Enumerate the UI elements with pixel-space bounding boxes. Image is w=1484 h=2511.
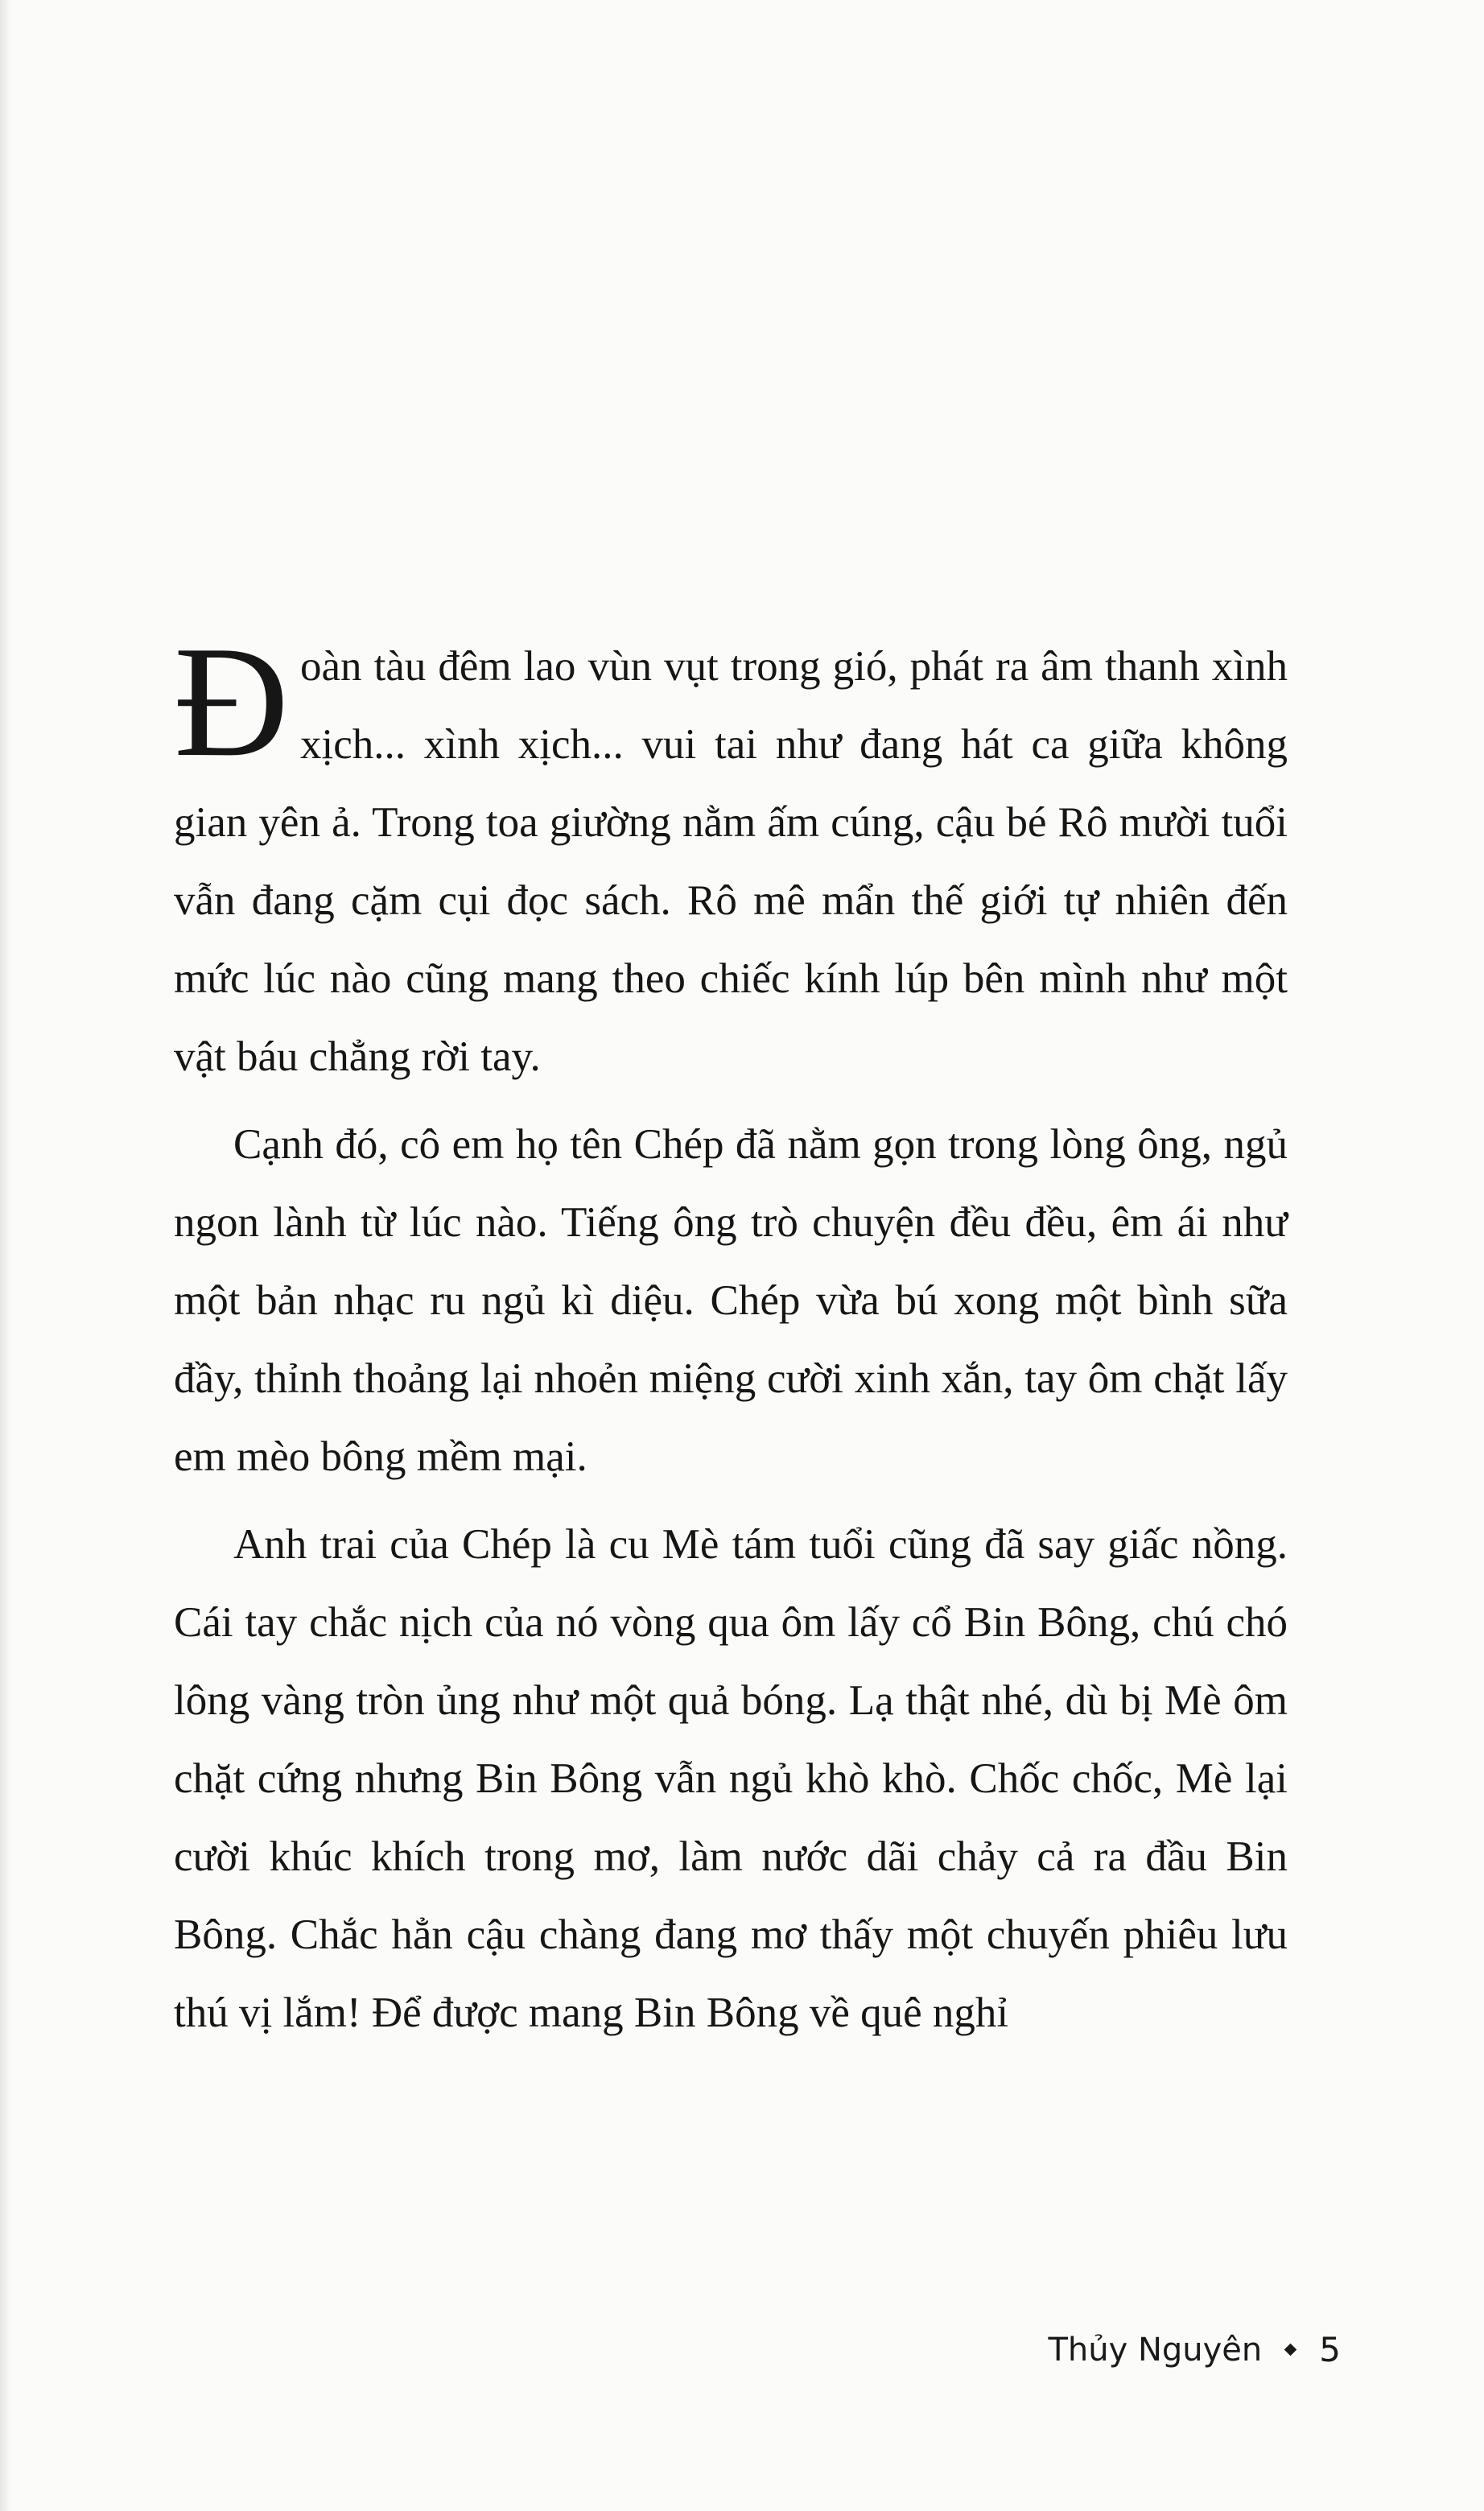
page-footer bbox=[1048, 2330, 1341, 2369]
page-edge-shadow bbox=[0, 0, 11, 2511]
footer-author: Thủy Nguyên bbox=[1048, 2331, 1263, 2369]
story-text bbox=[174, 613, 1288, 2052]
paragraph-1-text: oàn tàu đêm lao vùn vụt trong gió, phát ra âm thanh xình xịch... xình xịch... vui tai như đang hát ca giữa không gian yên ả. Trong toa giường nằm ấm cúng, cậu bé Rô mười tuổi vẫn đang cặm cụi đọc sách. Rô mê mẩn thế giới tự nhiên đến mức lúc nào cũng mang theo chiếc kính lúp bên mình như một vật báu chẳng rời tay. bbox=[174, 643, 1288, 1080]
paragraph-3: Anh trai của Chép là cu Mè tám tuổi cũng đã say giấc nồng. Cái tay chắc nịch của nó vòng qua ôm lấy cổ Bin Bông, chú chó lông vàng tròn ủng như một quả bóng. Lạ thật nhé, dù bị Mè ôm chặt cứng nhưng Bin Bông vẫn ngủ khò khò. Chốc chốc, Mè lại cười khúc khích trong mơ, làm nước dãi chảy cả ra đầu Bin Bông. Chắc hẳn cậu chàng đang mơ thấy một chuyến phiêu lưu thú vị lắm! Để được mang Bin Bông về quê nghỉ bbox=[174, 1521, 1288, 2036]
drop-cap: Đ bbox=[174, 613, 289, 790]
diamond-separator-icon bbox=[1284, 2344, 1297, 2356]
page-number: 5 bbox=[1319, 2330, 1341, 2369]
paragraph-2: Cạnh đó, cô em họ tên Chép đã nằm gọn trong lòng ông, ngủ ngon lành từ lúc nào. Tiếng ông trò chuyện đều đều, êm ái như một bản nhạc ru ngủ kì diệu. Chép vừa bú xong một bình sữa đầy, thỉnh thoảng lại nhoẻn miệng cười xinh xắn, tay ôm chặt lấy em mèo bông mềm mại. bbox=[174, 1121, 1288, 1480]
paragraph-1 bbox=[174, 613, 1288, 1096]
